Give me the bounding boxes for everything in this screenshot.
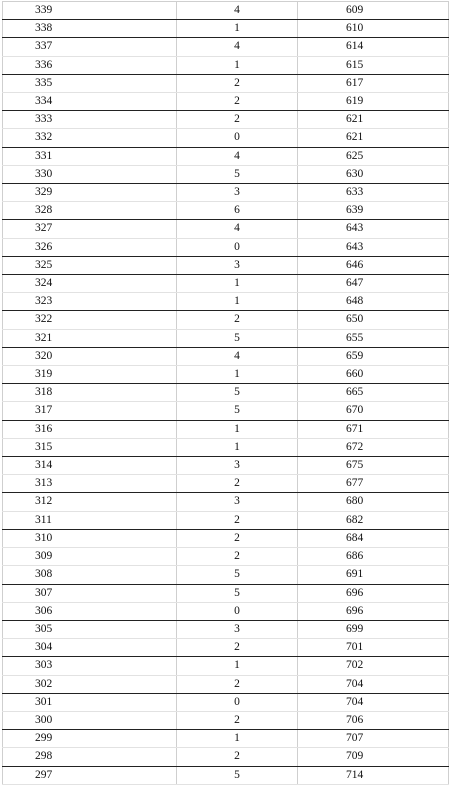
count-cell: 6 xyxy=(177,202,298,220)
cumulative-cell: 704 xyxy=(298,693,449,711)
cumulative-cell: 699 xyxy=(298,620,449,638)
table-row xyxy=(3,384,449,402)
table-row xyxy=(3,511,449,529)
score-cell: 308 xyxy=(3,566,177,584)
count-cell: 2 xyxy=(177,748,298,766)
cumulative-cell: 672 xyxy=(298,438,449,456)
count-cell: 2 xyxy=(177,711,298,729)
score-cell: 328 xyxy=(3,202,177,220)
table-row xyxy=(3,493,449,511)
score-cell: 316 xyxy=(3,420,177,438)
score-cell: 313 xyxy=(3,475,177,493)
count-cell: 5 xyxy=(177,584,298,602)
count-cell: 3 xyxy=(177,493,298,511)
score-cell: 338 xyxy=(3,20,177,38)
cumulative-cell: 682 xyxy=(298,511,449,529)
count-cell: 2 xyxy=(177,311,298,329)
score-cell: 329 xyxy=(3,184,177,202)
table-row xyxy=(3,184,449,202)
cumulative-cell: 633 xyxy=(298,184,449,202)
count-cell: 1 xyxy=(177,293,298,311)
cumulative-cell: 650 xyxy=(298,311,449,329)
score-cell: 335 xyxy=(3,74,177,92)
count-cell: 1 xyxy=(177,20,298,38)
score-table-container xyxy=(2,1,449,785)
table-row xyxy=(3,620,449,638)
cumulative-cell: 647 xyxy=(298,275,449,293)
table-row xyxy=(3,38,449,56)
score-cell: 324 xyxy=(3,275,177,293)
score-cell: 311 xyxy=(3,511,177,529)
cumulative-cell: 614 xyxy=(298,38,449,56)
score-cell: 331 xyxy=(3,147,177,165)
count-cell: 3 xyxy=(177,256,298,274)
score-table-body xyxy=(3,2,449,785)
score-cell: 320 xyxy=(3,347,177,365)
score-cell: 323 xyxy=(3,293,177,311)
count-cell: 0 xyxy=(177,238,298,256)
cumulative-cell: 617 xyxy=(298,74,449,92)
table-row xyxy=(3,748,449,766)
cumulative-cell: 643 xyxy=(298,238,449,256)
cumulative-cell: 714 xyxy=(298,766,449,784)
table-row xyxy=(3,329,449,347)
score-cell: 330 xyxy=(3,165,177,183)
cumulative-cell: 639 xyxy=(298,202,449,220)
count-cell: 3 xyxy=(177,457,298,475)
count-cell: 2 xyxy=(177,111,298,129)
table-row xyxy=(3,220,449,238)
cumulative-cell: 610 xyxy=(298,20,449,38)
score-cell: 302 xyxy=(3,675,177,693)
count-cell: 4 xyxy=(177,38,298,56)
count-cell: 1 xyxy=(177,275,298,293)
table-row xyxy=(3,238,449,256)
count-cell: 0 xyxy=(177,693,298,711)
count-cell: 1 xyxy=(177,56,298,74)
score-cell: 317 xyxy=(3,402,177,420)
score-cell: 315 xyxy=(3,438,177,456)
cumulative-cell: 677 xyxy=(298,475,449,493)
count-cell: 2 xyxy=(177,74,298,92)
cumulative-cell: 680 xyxy=(298,493,449,511)
table-row xyxy=(3,202,449,220)
table-row xyxy=(3,529,449,547)
count-cell: 1 xyxy=(177,657,298,675)
count-cell: 5 xyxy=(177,402,298,420)
count-cell: 2 xyxy=(177,475,298,493)
count-cell: 5 xyxy=(177,329,298,347)
score-cell: 322 xyxy=(3,311,177,329)
score-cell: 314 xyxy=(3,457,177,475)
count-cell: 2 xyxy=(177,529,298,547)
cumulative-cell: 670 xyxy=(298,402,449,420)
table-row xyxy=(3,347,449,365)
score-cell: 305 xyxy=(3,620,177,638)
cumulative-cell: 615 xyxy=(298,56,449,74)
count-cell: 1 xyxy=(177,438,298,456)
cumulative-cell: 696 xyxy=(298,584,449,602)
cumulative-cell: 643 xyxy=(298,220,449,238)
score-cell: 298 xyxy=(3,748,177,766)
table-row xyxy=(3,147,449,165)
table-row xyxy=(3,402,449,420)
score-cell: 337 xyxy=(3,38,177,56)
count-cell: 5 xyxy=(177,384,298,402)
table-row xyxy=(3,93,449,111)
score-cell: 334 xyxy=(3,93,177,111)
score-cell: 332 xyxy=(3,129,177,147)
count-cell: 5 xyxy=(177,566,298,584)
cumulative-cell: 691 xyxy=(298,566,449,584)
score-cell: 325 xyxy=(3,256,177,274)
count-cell: 1 xyxy=(177,366,298,384)
table-row xyxy=(3,129,449,147)
cumulative-cell: 702 xyxy=(298,657,449,675)
table-row xyxy=(3,293,449,311)
table-row xyxy=(3,657,449,675)
table-row xyxy=(3,256,449,274)
count-cell: 0 xyxy=(177,602,298,620)
count-cell: 2 xyxy=(177,93,298,111)
score-cell: 327 xyxy=(3,220,177,238)
count-cell: 2 xyxy=(177,675,298,693)
table-row xyxy=(3,639,449,657)
cumulative-cell: 659 xyxy=(298,347,449,365)
cumulative-cell: 665 xyxy=(298,384,449,402)
score-cell: 297 xyxy=(3,766,177,784)
table-row xyxy=(3,584,449,602)
cumulative-cell: 646 xyxy=(298,256,449,274)
count-cell: 3 xyxy=(177,184,298,202)
table-row xyxy=(3,74,449,92)
cumulative-cell: 707 xyxy=(298,730,449,748)
count-cell: 1 xyxy=(177,420,298,438)
score-cell: 309 xyxy=(3,548,177,566)
score-cell: 339 xyxy=(3,2,177,20)
table-row xyxy=(3,711,449,729)
cumulative-cell: 675 xyxy=(298,457,449,475)
score-cell: 318 xyxy=(3,384,177,402)
score-cell: 336 xyxy=(3,56,177,74)
cumulative-cell: 655 xyxy=(298,329,449,347)
score-cell: 333 xyxy=(3,111,177,129)
table-row xyxy=(3,275,449,293)
count-cell: 0 xyxy=(177,129,298,147)
table-row xyxy=(3,311,449,329)
table-row xyxy=(3,693,449,711)
cumulative-cell: 709 xyxy=(298,748,449,766)
count-cell: 4 xyxy=(177,220,298,238)
cumulative-cell: 625 xyxy=(298,147,449,165)
count-cell: 4 xyxy=(177,2,298,20)
table-row xyxy=(3,165,449,183)
count-cell: 4 xyxy=(177,347,298,365)
cumulative-cell: 701 xyxy=(298,639,449,657)
cumulative-cell: 696 xyxy=(298,602,449,620)
cumulative-cell: 671 xyxy=(298,420,449,438)
score-cell: 301 xyxy=(3,693,177,711)
score-distribution-table xyxy=(2,1,449,785)
count-cell: 2 xyxy=(177,511,298,529)
cumulative-cell: 648 xyxy=(298,293,449,311)
count-cell: 4 xyxy=(177,147,298,165)
table-row xyxy=(3,566,449,584)
table-row xyxy=(3,475,449,493)
cumulative-cell: 684 xyxy=(298,529,449,547)
table-row xyxy=(3,457,449,475)
table-row xyxy=(3,111,449,129)
cumulative-cell: 686 xyxy=(298,548,449,566)
count-cell: 5 xyxy=(177,165,298,183)
count-cell: 5 xyxy=(177,766,298,784)
table-row xyxy=(3,20,449,38)
cumulative-cell: 660 xyxy=(298,366,449,384)
count-cell: 2 xyxy=(177,639,298,657)
count-cell: 3 xyxy=(177,620,298,638)
table-row xyxy=(3,438,449,456)
table-row xyxy=(3,2,449,20)
count-cell: 2 xyxy=(177,548,298,566)
score-cell: 300 xyxy=(3,711,177,729)
score-cell: 306 xyxy=(3,602,177,620)
table-row xyxy=(3,56,449,74)
score-cell: 310 xyxy=(3,529,177,547)
count-cell: 1 xyxy=(177,730,298,748)
table-row xyxy=(3,675,449,693)
table-row xyxy=(3,602,449,620)
score-cell: 303 xyxy=(3,657,177,675)
score-cell: 307 xyxy=(3,584,177,602)
cumulative-cell: 621 xyxy=(298,111,449,129)
score-cell: 321 xyxy=(3,329,177,347)
cumulative-cell: 621 xyxy=(298,129,449,147)
table-row xyxy=(3,766,449,784)
cumulative-cell: 630 xyxy=(298,165,449,183)
cumulative-cell: 704 xyxy=(298,675,449,693)
score-cell: 299 xyxy=(3,730,177,748)
score-cell: 326 xyxy=(3,238,177,256)
table-row xyxy=(3,366,449,384)
score-cell: 304 xyxy=(3,639,177,657)
table-row xyxy=(3,420,449,438)
table-row xyxy=(3,548,449,566)
score-cell: 312 xyxy=(3,493,177,511)
score-cell: 319 xyxy=(3,366,177,384)
cumulative-cell: 609 xyxy=(298,2,449,20)
cumulative-cell: 619 xyxy=(298,93,449,111)
cumulative-cell: 706 xyxy=(298,711,449,729)
table-row xyxy=(3,730,449,748)
